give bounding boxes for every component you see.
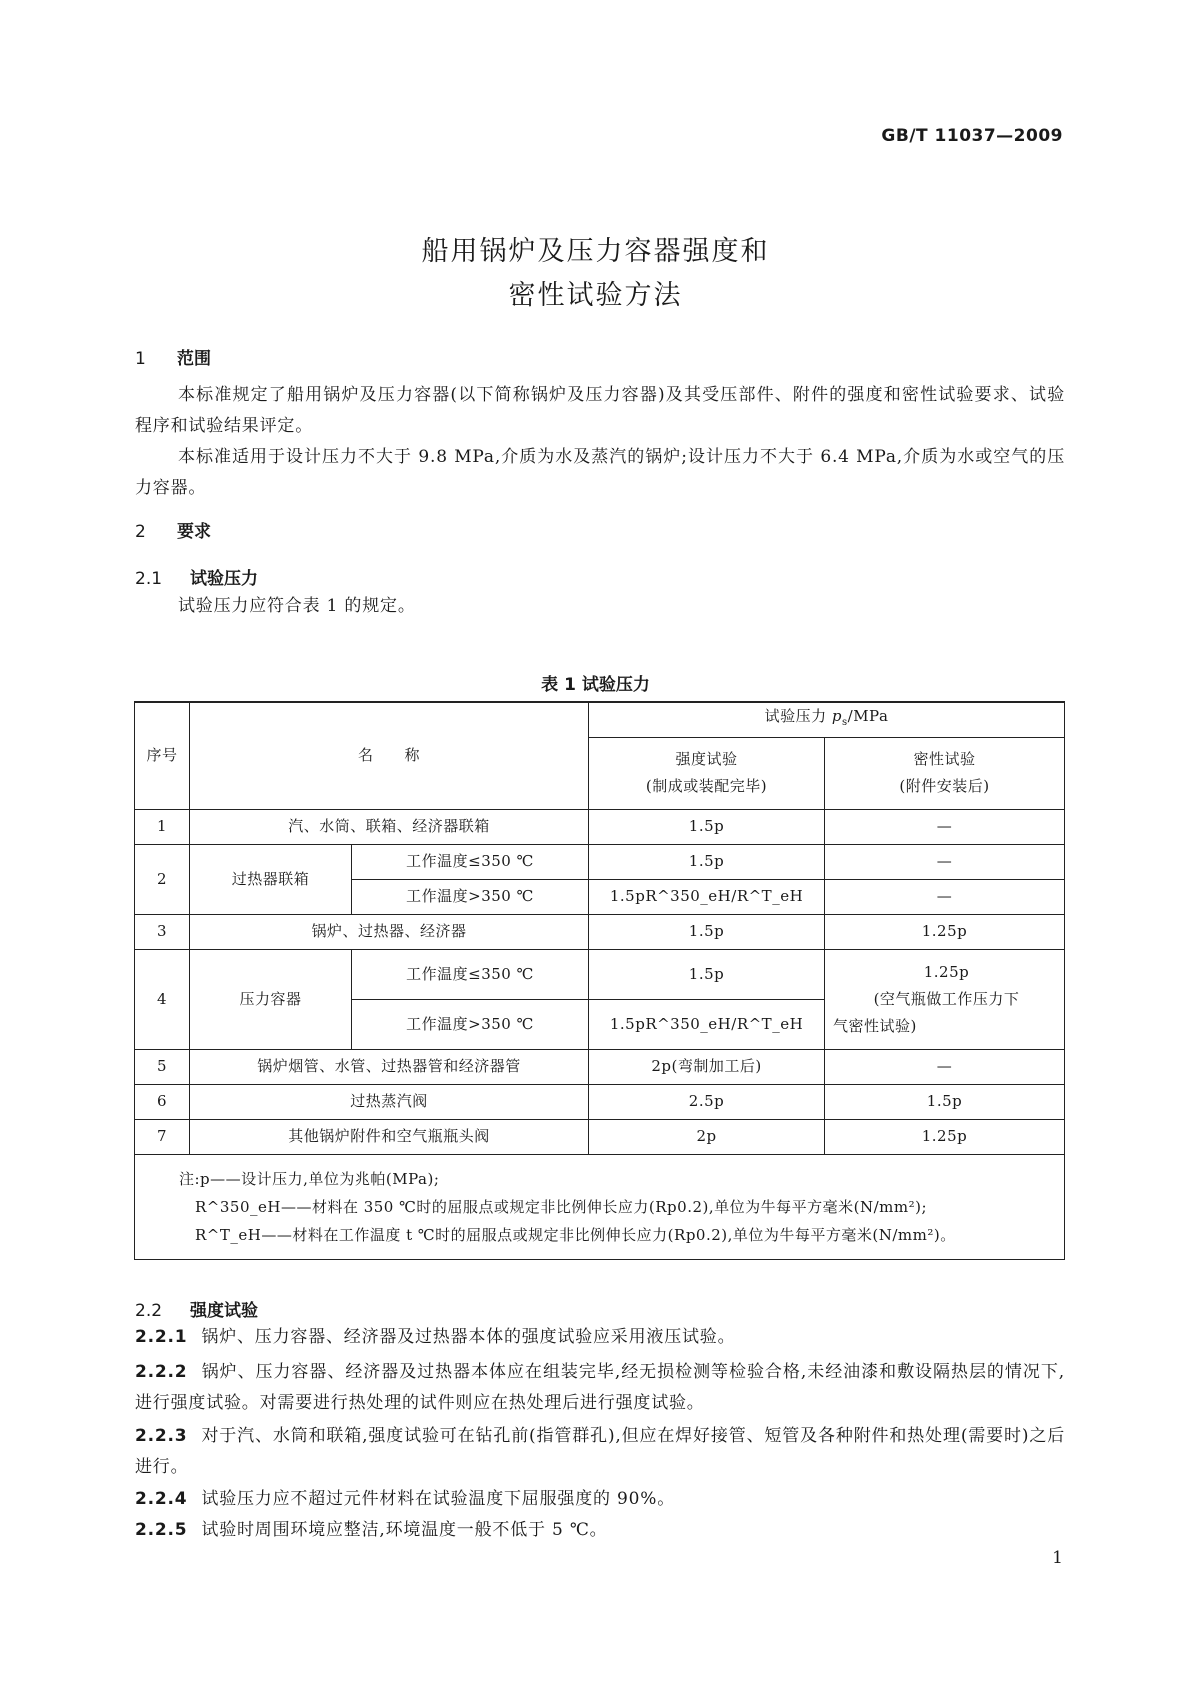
header-pressure-label: 试验压力	[764, 707, 832, 726]
pressure-unit: /MPa	[847, 707, 889, 726]
header-strength-line-1: 强度试验	[675, 750, 738, 768]
section-title: 范围	[177, 349, 211, 369]
seq-cell: 2	[135, 844, 190, 914]
name-cell: 过热蒸汽阀	[190, 1084, 589, 1119]
condition-cell: 工作温度≤350 ℃	[352, 844, 589, 879]
document-title	[0, 230, 1191, 318]
strength-cell: 1.5p	[589, 914, 825, 949]
table-row	[135, 949, 1065, 999]
clause-number: 2.2.4	[135, 1489, 188, 1509]
header-strength	[589, 737, 825, 809]
seq-cell: 3	[135, 914, 190, 949]
pressure-subscript: s	[842, 717, 848, 729]
clause-number: 2.2.1	[135, 1327, 188, 1347]
strength-cell: 2.5p	[589, 1084, 825, 1119]
clause-text: 锅炉、压力容器、经济器及过热器本体应在组装完毕,经无损检测等检验合格,未经油漆和敷设隔热层的情况下,进行强度试验。对需要进行热处理的试件则应在热处理后进行强度试验。	[135, 1362, 1065, 1413]
tightness-line-2: (空气瓶做工作压力下	[873, 989, 1020, 1008]
tightness-line-1: 1.25p	[923, 962, 970, 981]
title-line-1: 船用锅炉及压力容器强度和	[421, 236, 770, 267]
tightness-cell: —	[825, 879, 1065, 914]
title-line-2: 密性试验方法	[508, 280, 683, 311]
pressure-symbol: p	[831, 707, 842, 726]
strength-cell: 2p(弯制加工后)	[589, 1049, 825, 1084]
header-strength-line-2: (制成或装配完毕)	[645, 777, 768, 795]
condition-cell: 工作温度>350 ℃	[352, 999, 589, 1049]
tightness-cell	[825, 949, 1065, 1049]
standard-code: GB/T 11037—2009	[881, 126, 1063, 146]
clause-2-2-3	[135, 1421, 1065, 1483]
name-cell: 过热器联箱	[190, 844, 352, 914]
section-title: 强度试验	[190, 1301, 258, 1321]
section-number: 2.2	[135, 1301, 163, 1321]
section-number: 1	[135, 349, 146, 369]
test-pressure-table	[134, 701, 1065, 1260]
tightness-cell: —	[825, 809, 1065, 844]
tightness-cell: 1.5p	[825, 1084, 1065, 1119]
note-line-2: R^350_eH——材料在 350 ℃时的屈服点或规定非比例伸长应力(Rp0.2),单位为牛每平方毫米(N/mm²);	[195, 1197, 928, 1216]
clause-text: 试验时周围环境应整洁,环境温度一般不低于 5 ℃。	[201, 1520, 608, 1540]
section-2-1-heading	[135, 564, 258, 589]
clause-text: 锅炉、压力容器、经济器及过热器本体的强度试验应采用液压试验。	[201, 1327, 736, 1347]
clause-number: 2.2.2	[135, 1362, 188, 1382]
clause-2-2-2	[135, 1357, 1065, 1419]
strength-cell: 1.5pR^350_eH/R^T_eH	[589, 879, 825, 914]
note-line-1: 注:p——设计压力,单位为兆帕(MPa);	[179, 1169, 440, 1188]
section-number: 2.1	[135, 569, 163, 589]
name-cell: 锅炉、过热器、经济器	[190, 914, 589, 949]
name-cell: 汽、水筒、联箱、经济器联箱	[190, 809, 589, 844]
strength-cell: 1.5pR^350_eH/R^T_eH	[589, 999, 825, 1049]
page-number: 1	[1052, 1548, 1063, 1568]
table-row	[135, 1049, 1065, 1084]
section-number: 2	[135, 522, 146, 542]
section-2-2-heading	[135, 1296, 258, 1321]
clause-number: 2.2.5	[135, 1520, 188, 1540]
name-cell: 锅炉烟管、水管、过热器管和经济器管	[190, 1049, 589, 1084]
section-1-paragraph-1: 本标准规定了船用锅炉及压力容器(以下简称锅炉及压力容器)及其受压部件、附件的强度和密性试验要求、试验程序和试验结果评定。	[135, 385, 1065, 436]
table-row	[135, 1119, 1065, 1154]
section-1-heading	[135, 344, 211, 369]
condition-cell: 工作温度>350 ℃	[352, 879, 589, 914]
table-row	[135, 809, 1065, 844]
strength-cell: 1.5p	[589, 844, 825, 879]
header-name: 名 称	[190, 702, 589, 809]
tightness-cell: 1.25p	[825, 914, 1065, 949]
clause-text: 对于汽、水筒和联箱,强度试验可在钻孔前(指管群孔),但应在焊好接管、短管及各种附件和热处理(需要时)之后进行。	[135, 1426, 1065, 1477]
section-title: 试验压力	[190, 569, 258, 589]
header-tightness	[825, 737, 1065, 809]
strength-cell: 1.5p	[589, 949, 825, 999]
header-pressure	[589, 702, 1065, 737]
note-line-3: R^T_eH——材料在工作温度 t ℃时的屈服点或规定非比例伸长应力(Rp0.2),单位为牛每平方毫米(N/mm²)。	[195, 1225, 956, 1244]
seq-cell: 6	[135, 1084, 190, 1119]
section-2-1-paragraph: 试验压力应符合表 1 的规定。	[178, 596, 416, 616]
seq-cell: 4	[135, 949, 190, 1049]
table-notes-row	[135, 1154, 1065, 1259]
tightness-line-3: 气密性试验)	[833, 1016, 917, 1035]
strength-cell: 1.5p	[589, 809, 825, 844]
table-notes	[135, 1154, 1065, 1259]
seq-cell: 5	[135, 1049, 190, 1084]
section-2-heading	[135, 517, 211, 542]
clause-2-2-5	[135, 1515, 1065, 1546]
clause-number: 2.2.3	[135, 1426, 188, 1446]
clause-text: 试验压力应不超过元件材料在试验温度下屈服强度的 90%。	[201, 1489, 675, 1509]
tightness-cell: 1.25p	[825, 1119, 1065, 1154]
table-1-caption: 表 1 试验压力	[541, 675, 650, 695]
table-header-row-1	[135, 702, 1065, 737]
section-1-paragraph-2: 本标准适用于设计压力不大于 9.8 MPa,介质为水及蒸汽的锅炉;设计压力不大于 6.4 MPa,介质为水或空气的压力容器。	[135, 447, 1065, 498]
tightness-cell: —	[825, 1049, 1065, 1084]
condition-cell: 工作温度≤350 ℃	[352, 949, 589, 999]
seq-cell: 7	[135, 1119, 190, 1154]
table-row	[135, 914, 1065, 949]
table-row	[135, 1084, 1065, 1119]
clause-2-2-1	[135, 1322, 1065, 1353]
header-seq: 序号	[135, 702, 190, 809]
name-cell: 压力容器	[190, 949, 352, 1049]
tightness-cell: —	[825, 844, 1065, 879]
header-tightness-line-2: (附件安装后)	[899, 777, 990, 795]
header-tightness-line-1: 密性试验	[913, 750, 976, 768]
name-cell: 其他锅炉附件和空气瓶瓶头阀	[190, 1119, 589, 1154]
section-title: 要求	[177, 522, 211, 542]
clause-2-2-4	[135, 1484, 1065, 1515]
table-row	[135, 844, 1065, 879]
seq-cell: 1	[135, 809, 190, 844]
strength-cell: 2p	[589, 1119, 825, 1154]
